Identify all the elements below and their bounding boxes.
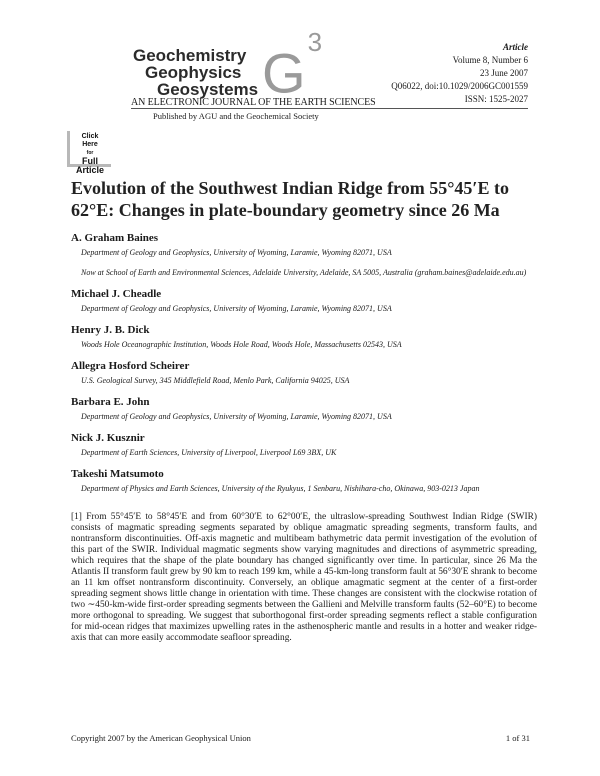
article-title: Evolution of the Southwest Indian Ridge from 55°45′E to 62°E: Changes in plate-boundary geometry since 26 Ma bbox=[71, 178, 509, 220]
journal-name-line2: Geophysics bbox=[145, 63, 242, 82]
author-name: Nick J. Kusznir bbox=[71, 432, 145, 444]
author-block bbox=[71, 431, 541, 458]
author-name: Henry J. B. Dick bbox=[71, 324, 150, 336]
badge-article: Article bbox=[75, 165, 104, 175]
g3-superscript: 3 bbox=[307, 27, 323, 57]
g3-letter: G bbox=[262, 41, 306, 105]
abstract-paragraph: [1] From 55°45′E to 58°45′E and from 60°30′E to 62°00′E, the ultraslow-spreading Southwest Indian Ridge (SWIR) consists of magmatic spreading segments separated by oblique amagmatic spreading segments, transform faults, and nontransform discontinuities. Off-axis magnetic and multibeam bathymetric data permit investigation of the evolution of this part of the SWIR. Individual magmatic segments show varying magnitudes and directions of asymmetric spreading, which requires that the shape of the plate boundary has changed significantly over time. In particular, since 26 Ma the Atlantis II transform fault grew by 90 km to reach 199 km, while a 45-km-long transform fault at 56°30′E shrank to become an 11 km offset nontransform discontinuity. Conversely, an oblique amagmatic segment at the center of a first-order spreading segment shows little change in orientation with time. These changes are consistent with the clockwise rotation of two ∼450-km-wide first-order spreading segments between the Gallieni and Melville transform faults (52–60°E) to become more orthogonal to spreading. We suggest that suborthogonal first-order spreading segments reflect a stable configuration for mid-ocean ridges that maximizes upwelling rates in the asthenospheric mantle and results in a hotter and weaker ridge-axis that can more easily accommodate seafloor spreading. bbox=[71, 512, 537, 643]
article-meta bbox=[391, 41, 528, 106]
journal-tagline: AN ELECTRONIC JOURNAL OF THE EARTH SCIENCES bbox=[131, 97, 376, 108]
author-block bbox=[71, 231, 541, 278]
author-affiliation: Department of Geology and Geophysics, University of Wyoming, Laramie, Wyoming 82071, USA bbox=[81, 248, 392, 257]
badge-here: Here bbox=[82, 141, 98, 148]
author-block bbox=[71, 287, 541, 314]
publisher-line: Published by AGU and the Geochemical Society bbox=[153, 111, 319, 121]
doi: Q06022, doi:10.1029/2006GC001559 bbox=[391, 81, 528, 91]
page-number: 1 of 31 bbox=[505, 733, 530, 743]
author-block bbox=[71, 323, 541, 350]
journal-name bbox=[133, 47, 258, 98]
author-block bbox=[71, 395, 541, 422]
author-name: Michael J. Cheadle bbox=[71, 288, 162, 300]
badge-for: for bbox=[86, 150, 94, 156]
author-name: Barbara E. John bbox=[71, 396, 150, 408]
author-affiliation: Department of Geology and Geophysics, University of Wyoming, Laramie, Wyoming 82071, USA bbox=[81, 304, 392, 313]
author-affiliation: U.S. Geological Survey, 345 Middlefield Road, Menlo Park, California 94025, USA bbox=[81, 376, 350, 385]
author-affiliation: Woods Hole Oceanographic Institution, Woods Hole Road, Woods Hole, Massachusetts 02543, USA bbox=[81, 340, 402, 349]
badge-full: Full bbox=[82, 156, 98, 166]
author-name: A. Graham Baines bbox=[71, 232, 159, 244]
author-affiliation: Department of Physics and Earth Sciences, University of the Ryukyus, 1 Senbaru, Nishihara-cho, Okinawa, 903-0213 Japan bbox=[81, 484, 480, 493]
article-type: Article bbox=[503, 42, 528, 52]
author-affiliation: Department of Earth Sciences, University of Liverpool, Liverpool L69 3BX, UK bbox=[81, 448, 337, 457]
copyright-notice: Copyright 2007 by the American Geophysical Union bbox=[71, 733, 251, 743]
volume-number: Volume 8, Number 6 bbox=[452, 55, 528, 65]
author-name: Allegra Hosford Scheirer bbox=[71, 360, 190, 372]
badge-click: Click bbox=[81, 133, 99, 140]
journal-name-line1: Geochemistry bbox=[133, 46, 247, 65]
author-block bbox=[71, 359, 541, 386]
author-name: Takeshi Matsumoto bbox=[71, 468, 164, 480]
author-block bbox=[71, 467, 541, 494]
author-list bbox=[71, 231, 541, 503]
g3-logo bbox=[262, 27, 323, 105]
full-article-link[interactable] bbox=[71, 133, 109, 175]
journal-name-line3: Geosystems bbox=[157, 80, 259, 99]
header-rule bbox=[131, 108, 528, 109]
author-affiliation: Department of Geology and Geophysics, University of Wyoming, Laramie, Wyoming 82071, USA bbox=[81, 412, 392, 421]
publication-date: 23 June 2007 bbox=[480, 68, 528, 78]
author-affiliation: Now at School of Earth and Environmental Sciences, Adelaide University, Adelaide, SA 5005, Australia (graham.baines@adelaide.edu.au) bbox=[81, 268, 527, 277]
issn: ISSN: 1525-2027 bbox=[464, 94, 528, 104]
